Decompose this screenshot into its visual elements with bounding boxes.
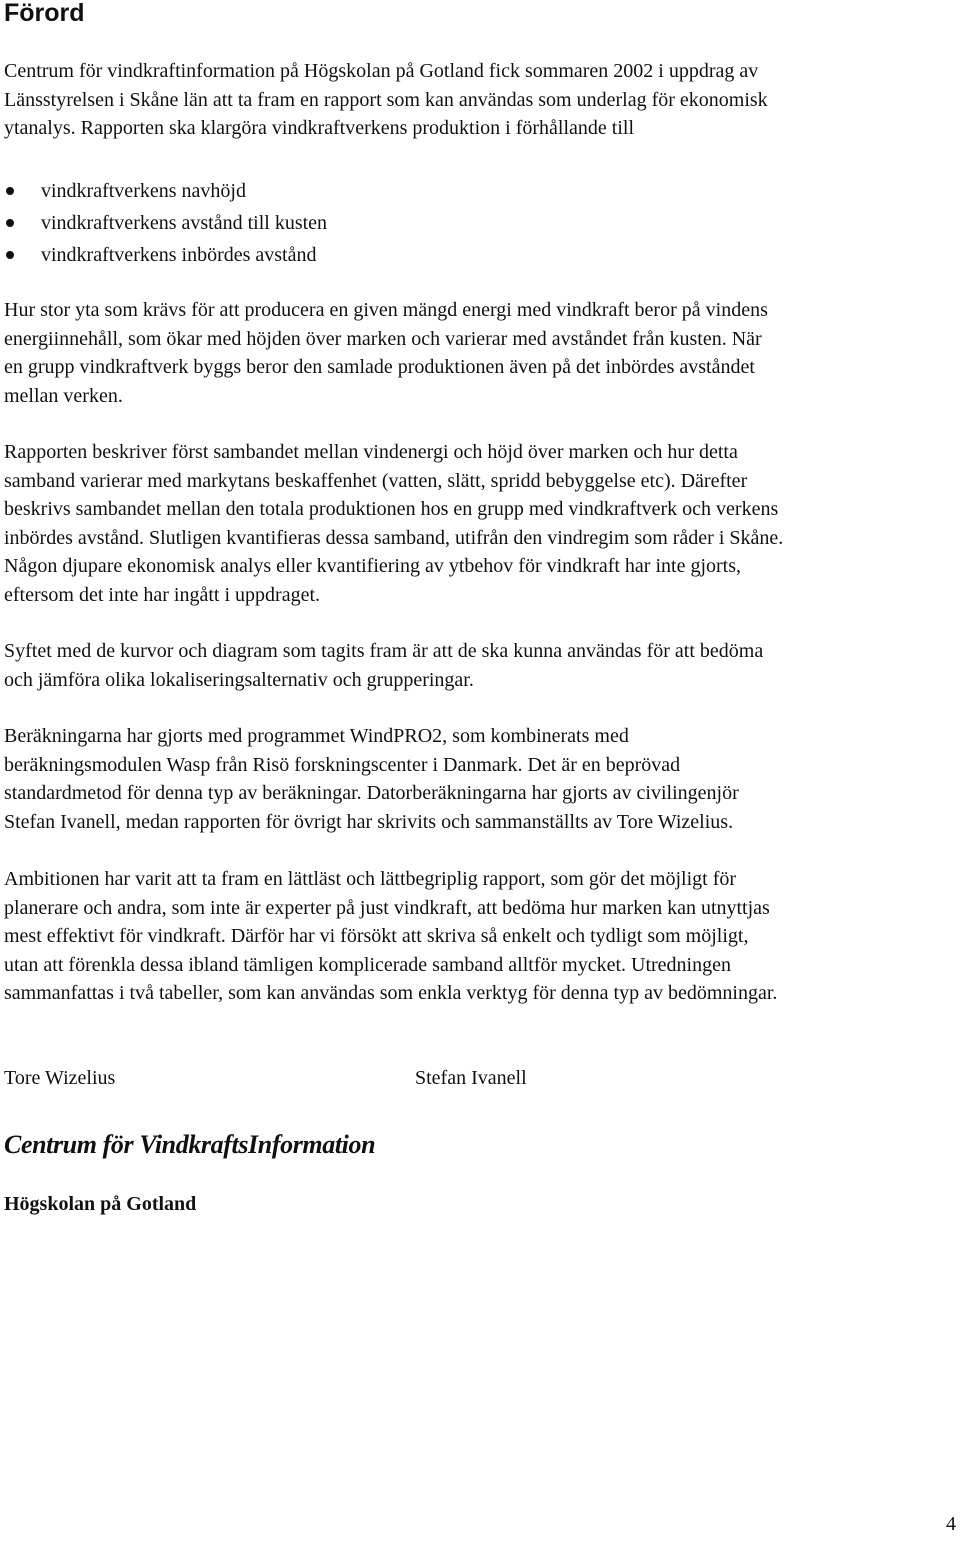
bullet-icon [6,219,14,227]
text-line: sammanfattas i två tabeller, som kan användas som enkla verktyg för denna typ av bedömningar. [4,982,778,1005]
bullet-icon [6,251,14,259]
text-line: Rapporten beskriver först sambandet mellan vindenergi och höjd över marken och hur detta [4,441,738,463]
text-line: beskrivs sambandet mellan den totala produktionen hos en grupp med vindkraftverk och verkens [4,498,779,521]
text-line: Stefan Ivanell, medan rapporten för övrigt har skrivits och sammanställts av Tore Wizelius. [4,810,734,833]
text-line: samband varierar med markytans beskaffenhet (vatten, slätt, spridd bebyggelse etc). Därefter [4,469,748,492]
text-line: ytanalys. Rapporten ska klargöra vindkraftverkens produktion i förhållande till [4,117,635,140]
text-line: mellan verken. [4,384,123,407]
signature-tore-wizelius: Tore Wizelius [4,1067,116,1089]
text-line: mest effektivt för vindkraft. Därför har vi försökt att skriva så enkelt och tydligt som möjligt, [4,925,749,948]
text-line: inbördes avstånd. Slutligen kvantifieras dessa samband, utifrån den vindregim som råder i Skåne. [4,526,784,549]
organization-subtitle: Högskolan på Gotland [4,1193,197,1215]
text-line: utan att förenkla dessa ibland tämligen komplicerade samband alltför mycket. Utredningen [4,953,731,976]
intro-paragraph [4,57,956,143]
signature-stefan-ivanell: Stefan Ivanell [415,1067,527,1089]
text-line: Hur stor yta som krävs för att producera en given mängd energi med vindkraft beror på vindens [4,299,768,321]
list-item-text: vindkraftverkens avstånd till kusten [41,212,328,234]
text-line: Beräkningarna har gjorts med programmet WindPRO2, som kombinerats med [4,725,629,747]
text-line: och jämföra olika lokaliseringsalternativ och grupperingar. [4,668,474,691]
list-item [0,239,327,271]
paragraph-area-energy [4,296,956,410]
list-item-text: vindkraftverkens navhöjd [41,180,246,202]
text-line: standardmetod för denna typ av beräkningar. Datorberäkningarna har gjorts av civilingenjör [4,782,739,805]
text-line: Länsstyrelsen i Skåne län att ta fram en rapport som kan användas som underlag för ekonomisk [4,88,768,111]
organization-name: Centrum för VindkraftsInformation [4,1130,376,1159]
bullet-list [0,175,327,271]
paragraph-ambition [4,865,956,1008]
text-line: beräkningsmodulen Wasp från Risö forskningscenter i Danmark. Det är en beprövad [4,753,681,776]
list-item [0,175,327,207]
text-line: planerare och andra, som inte är experter på just vindkraft, att bedöma hur marken kan utnyttjas [4,896,770,919]
bullet-icon [6,187,14,195]
text-line: eftersom det inte har ingått i uppdraget. [4,583,321,606]
page-number: 4 [946,1513,956,1535]
page-heading: Förord [4,0,85,27]
list-item-text: vindkraftverkens inbördes avstånd [41,244,317,266]
text-line: energiinnehåll, som ökar med höjden över marken och varierar med avståndet från kusten. När [4,327,762,350]
text-line: en grupp vindkraftverk byggs beror den samlade produktionen även på det inbördes avståndet [4,356,755,379]
paragraph-calculations [4,722,956,836]
paragraph-purpose [4,637,956,694]
paragraph-report-description [4,438,956,610]
text-line: Någon djupare ekonomisk analys eller kvantifiering av ytbehov för vindkraft har inte gjorts, [4,555,742,578]
text-line: Ambitionen har varit att ta fram en lättläst och lättbegriplig rapport, som gör det möjligt för [4,868,737,890]
text-line: Syftet med de kurvor och diagram som tagits fram är att de ska kunna användas för att bedöma [4,640,764,662]
text-line: Centrum för vindkraftinformation på Högskolan på Gotland fick sommaren 2002 i uppdrag av [4,60,759,82]
list-item [0,207,327,239]
